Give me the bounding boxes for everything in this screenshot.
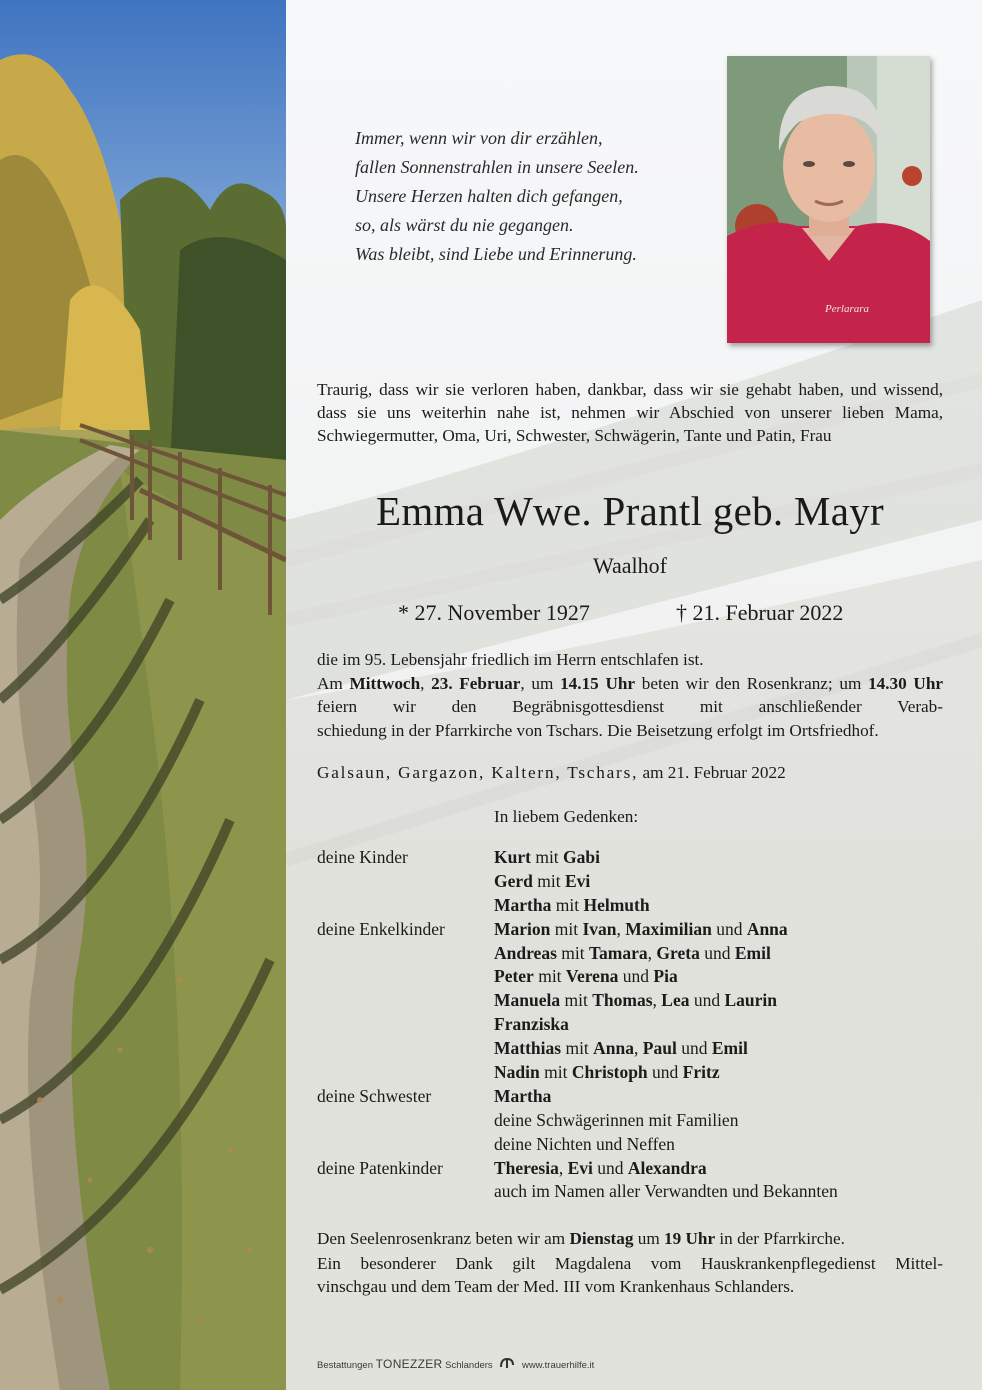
notice-text: beten wir den Rosenkranz; um (641, 673, 862, 693)
family-member-name: Nadin (494, 1062, 540, 1083)
family-member-name: Fritz (682, 1062, 720, 1083)
family-connector: deine Schwägerinnen mit Familien (494, 1109, 739, 1130)
family-row (317, 1037, 943, 1061)
family-member-name: Andreas (494, 942, 557, 963)
family-connector: und (711, 918, 747, 939)
family-member-name: Verena (565, 966, 619, 987)
family-member-name: Lea (661, 990, 690, 1011)
funeral-notice (317, 648, 943, 742)
family-member-name: Theresia (494, 1157, 559, 1178)
closing-text-part: um (637, 1229, 660, 1248)
family-member-name: Peter (494, 966, 534, 987)
deceased-name: Emma Wwe. Prantl geb. Mayr (375, 488, 885, 534)
family-members (494, 1109, 738, 1133)
family-member-name: Tamara (588, 942, 648, 963)
notice-time: 14.15 Uhr (560, 673, 636, 693)
family-member-name: Gabi (563, 847, 601, 867)
poem-line: Immer, wenn wir von dir erzählen, (355, 128, 603, 148)
family-members (494, 1157, 707, 1181)
family-connector: und (689, 990, 725, 1011)
family-connector: mit (539, 1062, 572, 1083)
family-member-name: Laurin (724, 990, 777, 1011)
notice-line: die im 95. Lebensjahr friedlich im Herrn entschlafen ist. (317, 650, 704, 669)
footer (317, 1357, 943, 1374)
closing-thanks-line: vinschgau und dem Team der Med. III vom Krankenhaus Schlanders. (317, 1277, 795, 1296)
family-row (317, 870, 943, 894)
family-members (494, 942, 771, 966)
family-connector: mit (561, 1038, 594, 1059)
intro-text: Traurig, dass wir sie verloren haben, dankbar, dass wir sie gehabt haben, und wissend, dass sie uns weiterhin nahe ist, nehmen wir Abschied von unserer lieben Mama, Schwiegermutter, Oma, Uri, Schwester, Schwägerin, Tante und Patin, Frau (317, 380, 943, 445)
closing-rosary (317, 1227, 943, 1251)
family-connector: , (647, 942, 657, 963)
family-connector: mit (560, 990, 593, 1011)
family-list (317, 846, 943, 1204)
family-members (494, 965, 678, 989)
notice-text: , (420, 673, 425, 693)
family-connector: mit (550, 918, 583, 939)
closing-day: Dienstag (569, 1229, 634, 1248)
family-row (317, 942, 943, 966)
family-member-name: Maximilian (625, 918, 712, 939)
family-connector: , (652, 990, 662, 1011)
footer-brand: TONEZZER (375, 1357, 443, 1372)
family-connector: auch im Namen aller Verwandten und Bekannten (494, 1181, 838, 1202)
family-member-name: Franziska (494, 1014, 569, 1035)
closing-text-part: Den Seelenrosenkranz beten wir am (317, 1229, 566, 1248)
family-row (317, 894, 943, 918)
family-connector: deine Nichten und Neffen (494, 1133, 675, 1154)
family-member-name: Greta (656, 942, 700, 963)
family-connector: mit (551, 894, 584, 915)
family-relation: deine Enkelkinder (317, 918, 445, 939)
family-member-name: Martha (494, 1085, 552, 1106)
family-member-name: Marion (494, 918, 551, 939)
family-connector: mit (556, 942, 589, 963)
towns: Galsaun, Gargazon, Kaltern, Tschars, (317, 763, 639, 782)
memory-heading: In liebem Gedenken: (494, 807, 639, 826)
family-members (494, 1061, 720, 1085)
family-member-name: Alexandra (627, 1157, 707, 1178)
family-members (494, 1133, 675, 1157)
footer-url[interactable]: www.trauerhilfe.it (521, 1360, 595, 1372)
family-row (317, 1061, 943, 1085)
family-row (317, 1109, 943, 1133)
footer-town: Schlanders (445, 1360, 493, 1372)
death-date: † 21. Februar 2022 (676, 600, 844, 625)
family-row (317, 1133, 943, 1157)
family-member-name: Emil (711, 1038, 748, 1059)
family-connector: mit (532, 870, 565, 891)
closing-text (317, 1227, 943, 1299)
family-member-name: Matthias (494, 1038, 562, 1059)
footer-prefix: Bestattungen (317, 1360, 373, 1372)
family-row (317, 918, 943, 942)
landscape-path-icon (0, 0, 286, 1390)
notice-publication-date: am 21. Februar 2022 (642, 763, 786, 782)
family-connector: und (676, 1038, 712, 1059)
poem-line: Unsere Herzen halten dich gefangen, (355, 186, 623, 206)
family-connector: und (618, 966, 654, 987)
poem (355, 124, 715, 269)
family-member-name: Helmuth (583, 894, 650, 915)
family-connector: und (647, 1062, 683, 1083)
family-members (494, 1013, 569, 1037)
family-connector: mit (533, 966, 566, 987)
farm-name: Waalhof (593, 553, 667, 578)
poem-line: fallen Sonnenstrahlen in unsere Seelen. (355, 157, 639, 177)
family-relation: deine Patenkinder (317, 1157, 443, 1178)
portrait-icon (727, 56, 930, 343)
notice-schedule (317, 672, 943, 719)
birth-date: * 27. November 1927 (398, 600, 590, 625)
family-member-name: Anna (746, 918, 788, 939)
family-row (317, 1013, 943, 1037)
family-connector: und (592, 1157, 628, 1178)
family-relation: deine Kinder (317, 847, 408, 867)
portrait-photo (727, 56, 930, 343)
family-member-name: Ivan (582, 918, 617, 939)
trauerhilfe-logo-icon (499, 1357, 515, 1374)
family-members (494, 1085, 551, 1109)
shirt-text: Perlarara (825, 303, 869, 315)
family-row (317, 965, 943, 989)
place-and-date (317, 761, 786, 785)
poem-line: Was bleibt, sind Liebe und Erinnerung. (355, 244, 637, 264)
family-members (494, 870, 590, 894)
poem-line: so, als wärst du nie gegangen. (355, 215, 574, 235)
family-row (317, 989, 943, 1013)
family-member-name: Evi (564, 870, 591, 891)
family-row (317, 1180, 943, 1204)
notice-day: Mittwoch (349, 673, 421, 693)
family-connector: mit (530, 847, 564, 867)
landscape-photo (0, 0, 286, 1390)
family-members (494, 918, 788, 942)
family-member-name: Gerd (494, 870, 533, 891)
family-member-name: Evi (567, 1157, 593, 1178)
notice-date: 23. Februar (431, 673, 521, 693)
family-member-name: Emil (734, 942, 771, 963)
notice-text: Am (317, 673, 343, 693)
family-connector: , (616, 918, 626, 939)
closing-thanks-line: Ein besonderer Dank gilt Magdalena vom Hauskrankenpflegedienst Mittel- (317, 1253, 943, 1273)
family-member-name: Paul (642, 1038, 677, 1059)
notice-text: , um (520, 673, 554, 693)
family-row (317, 1085, 943, 1109)
notice-text: feiern wir den Begräbnisgottesdienst mit anschließender Verab- (317, 697, 943, 716)
family-members (494, 989, 777, 1013)
family-row (317, 1157, 943, 1181)
family-connector: , (634, 1038, 643, 1059)
family-row (317, 846, 943, 870)
family-member-name: Anna (593, 1038, 635, 1059)
notice-time: 14.30 Uhr (868, 673, 944, 693)
family-connector: , (558, 1157, 568, 1178)
family-members (494, 894, 650, 918)
closing-text-part: in der Pfarrkirche. (719, 1229, 845, 1248)
family-member-name: Pia (653, 966, 678, 987)
notice-line: schiedung in der Pfarrkirche von Tschars. Die Beisetzung erfolgt im Ortsfriedhof. (317, 720, 879, 740)
closing-time: 19 Uhr (664, 1229, 716, 1248)
family-member-name: Kurt (494, 847, 531, 867)
family-members (494, 1037, 748, 1061)
family-members (494, 846, 600, 870)
family-connector: und (699, 942, 735, 963)
family-member-name: Thomas (592, 990, 653, 1011)
family-member-name: Christoph (571, 1062, 648, 1083)
family-relation: deine Schwester (317, 1085, 432, 1106)
family-members (494, 1180, 838, 1204)
family-member-name: Martha (494, 894, 552, 915)
family-member-name: Manuela (494, 990, 561, 1011)
